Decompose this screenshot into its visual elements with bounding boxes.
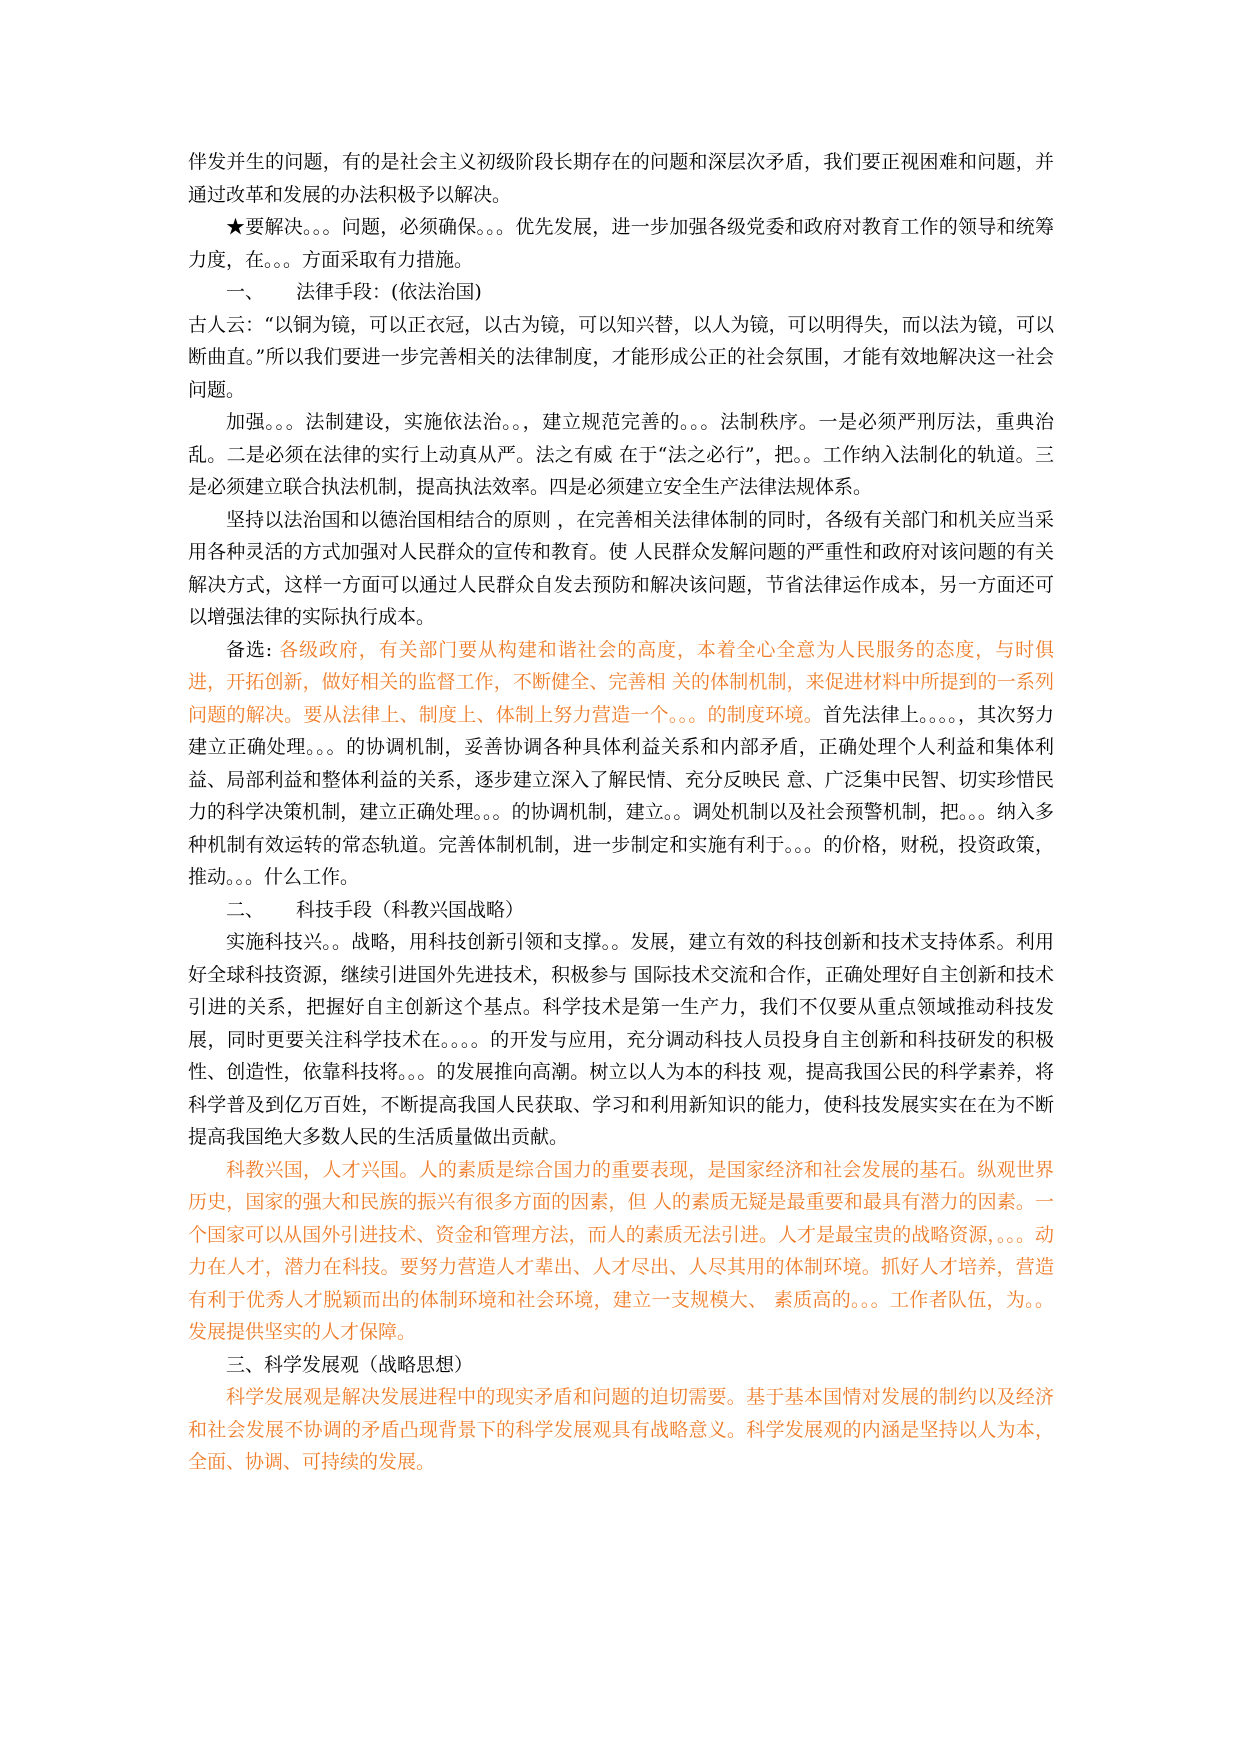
paragraph-text: 加强。。。法制建设，实施依法治。。，建立规范完善的。。。法制秩序。一是必须严刑厉法，重典治乱。二是必须在法律的实行上动真从严。法之有威 在于“法之必行”，把。。工作纳入法制化的轨道。三是必须建立联合执法机制，提高执法效率。四是必须建立安全生产法律法规体系。 xyxy=(188,411,1054,498)
paragraph-scientific-development xyxy=(188,1381,1054,1479)
paragraph-alternative xyxy=(188,634,1054,894)
document-body xyxy=(188,146,1054,1479)
paragraph-text: 伴发并生的问题，有的是社会主义初级阶段长期存在的问题和深层次矛盾，我们要正视困难和问题，并通过改革和发展的办法积极予以解决。 xyxy=(188,151,1054,206)
section-number: 一、 xyxy=(226,281,265,303)
paragraph-continuation xyxy=(188,146,1054,211)
section-heading-technology xyxy=(188,894,1054,927)
paragraph-legal-construction xyxy=(188,406,1054,504)
paragraph-text: 实施科技兴。。战略，用科技创新引领和支撑。。发展，建立有效的科技创新和技术支持体系。利用好全球科技资源，继续引进国外先进技术，积极参与 国际技术交流和合作，正确处理好自主创新和技术引进的关系，把握好自主创新这个基点。科学技术是第一生产力，我们不仅要从重点领域推动科技发展，同时更要关注科学技术在。。。。的开发与应用，充分调动科技人员投身自主创新和科技研发的积极性、创造性，依靠科技将。。。的发展推向高潮。树立以人为本的科技 观，提高我国公民的科学素养，将科学普及到亿万百姓，不断提高我国人民获取、学习和利用新知识的能力，使科技发展实实在在为不断提高我国绝大多数人民的生活质量做出贡献。 xyxy=(188,931,1054,1148)
paragraph-talent xyxy=(188,1154,1054,1349)
highlighted-text: 科学发展观是解决发展进程中的现实矛盾和问题的迫切需要。基于基本国情对发展的制约以及经济和社会发展不协调的矛盾凸现背景下的科学发展观具有战略意义。科学发展观的内涵是坚持以人为本，全面、协调、可持续的发展。 xyxy=(188,1386,1054,1473)
paragraph-text: ★要解决。。。问题，必须确保。。。优先发展，进一步加强各级党委和政府对教育工作的领导和统筹力度，在。。。方面采取有力措施。 xyxy=(188,216,1054,271)
paragraph-quote xyxy=(188,309,1054,407)
section-heading-development xyxy=(188,1349,1054,1382)
paragraph-text: 首先法律上。。。。，其次努力建立正确处理。。。的协调机制，妥善协调各种具体利益关系和内部矛盾，正确处理个人利益和集体利益、局部利益和整体利益的关系，逐步建立深入了解民情、充分反映民 意、广泛集中民智、切实珍惜民力的科学决策机制，建立正确处理。。。的协调机制，建立。。调处机制以及社会预警机制，把。。。纳入多种机制有效运转的常态轨道。完善体制机制，进一步制定和实施有利于。。。的价格，财税，投资政策，推动。。。什么工作。 xyxy=(188,703,1054,888)
section-title: 法律手段：(依法治国) xyxy=(296,281,482,303)
section-number: 二、 xyxy=(226,898,265,921)
paragraph-tech-strategy xyxy=(188,926,1054,1154)
highlighted-text: 科教兴国，人才兴国。人的素质是综合国力的重要表现，是国家经济和社会发展的基石。纵观世界历史，国家的强大和民族的振兴有很多方面的因素，但 人的素质无疑是最重要和最具有潜力的因素。一个国家可以从国外引进技术、资金和管理方法，而人的素质无法引进。人才是最宝贵的战略资源，。。。动力在人才，潜力在科技。要努力营造人才辈出、人才尽出、人尽其用的体制环境。抓好人才培养，营造有利于优秀人才脱颖而出的体制环境和社会环境，建立一支规模大、 素质高的。。。工作者队伍，为。。发展提供坚实的人才保障。 xyxy=(188,1158,1054,1343)
paragraph-text: 坚持以法治国和以德治国相结合的原则 ，在完善相关法律体制的同时，各级有关部门和机关应当采用各种灵活的方式加强对人民群众的宣传和教育。使 人民群众发解问题的严重性和政府对该问题的有关解决方式，这样一方面可以通过人民群众自发去预防和解决该问题，节省法律运作成本，另一方面还可以增强法律的实际执行成本。 xyxy=(188,508,1054,628)
paragraph-rule-of-law xyxy=(188,504,1054,634)
section-title: 三、科学发展观（战略思想） xyxy=(226,1353,474,1376)
highlighted-text: 各级政府，有关部门要从构建和谐社会的高度，本着全心全意为人民服务的态度，与时俱进，开拓创新，做好相关的监督工作，不断健全、完善相 关的体制机制，来促进材料中所提到的一系列问题的解决。要从法律上、制度上、体制上努力营造一个。。。的制度环境。 xyxy=(188,638,1054,726)
section-title: 科技手段（科教兴国战略） xyxy=(296,898,525,921)
paragraph-key-point xyxy=(188,211,1054,276)
section-heading-law xyxy=(188,276,1054,309)
paragraph-label: 备选: xyxy=(226,638,280,661)
paragraph-text: 古人云：“以铜为镜，可以正衣冠，以古为镜，可以知兴替，以人为镜，可以明得失，而以法为镜，可以断曲直。”所以我们要进一步完善相关的法律制度，才能形成公正的社会氛围，才能有效地解决这一社会问题。 xyxy=(188,313,1054,401)
